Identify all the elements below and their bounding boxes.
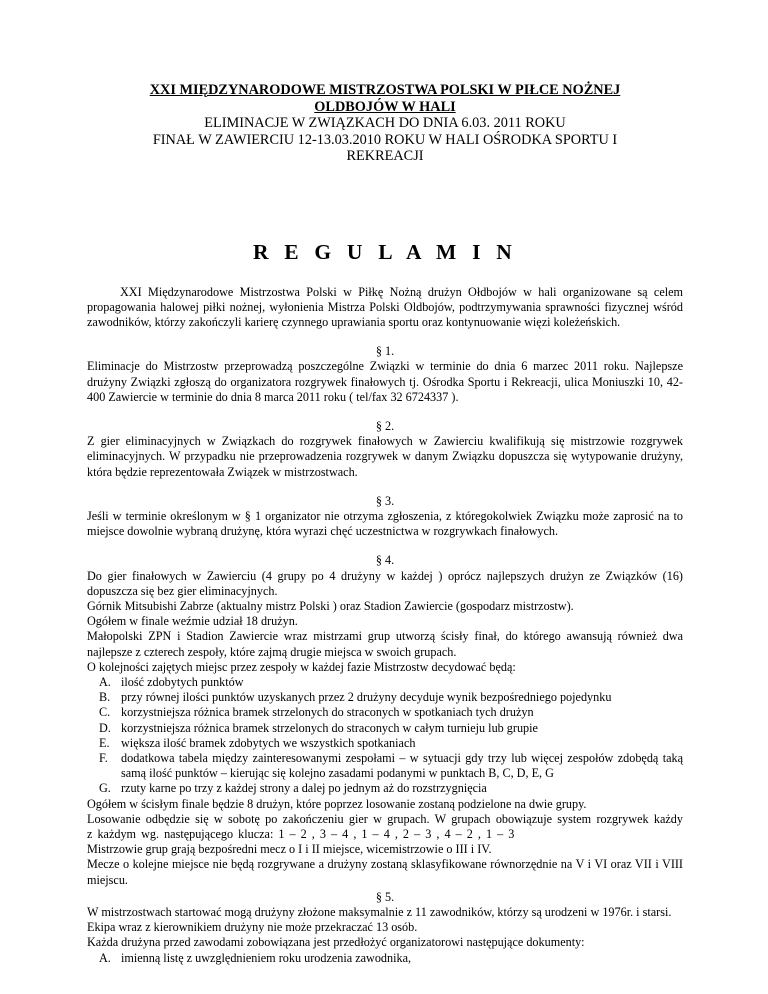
ranking-criteria-list <box>87 675 683 797</box>
championship-title-line-1: XXI MIĘDZYNARODOWE MISTRZOSTWA POLSKI W PIŁCE NOŻNEJ <box>149 82 621 98</box>
eliminations-line: ELIMINACJE W ZWIĄZKACH DO DNIA 6.03. 2011 ROKU <box>204 115 566 131</box>
section-4-paragraph-8: Mistrzowie grup grają bezpośredni mecz o I i II miejsce, wicemistrzowie o III i IV. <box>87 842 492 857</box>
section-3-mark: § 3. <box>375 493 395 508</box>
list-item-letter: B. <box>99 690 111 705</box>
list-item-text: dodatkowa tabela między zainteresowanymi zespołami – w sytuacji gdy trzy lub więcej zespołów zdobędą taką samą ilość punktów – kierując się kolejno zasadami podanymi w punktach B, C, D, E, G <box>121 750 683 781</box>
list-item-text: korzystniejsza różnica bramek strzelonych do straconych w całym turnieju lub grupie <box>121 720 538 735</box>
section-4-paragraph-2: Górnik Mitsubishi Zabrze (aktualny mistrz Polski ) oraz Stadion Zawiercie (gospodarz mistrzostw). <box>87 598 574 613</box>
list-item <box>87 951 683 966</box>
section-4-paragraph-9: Mecze o kolejne miejsce nie będą rozgrywane a drużyny zostaną sklasyfikowane równorzędnie na V i VI oraz VII i VIII miejscu. <box>87 857 683 887</box>
list-item-letter: F. <box>99 750 108 765</box>
list-item-text: imienną listę z uwzględnieniem roku urodzenia zawodnika, <box>121 950 412 965</box>
required-documents-list <box>87 951 683 966</box>
section-1-text: Eliminacje do Mistrzostw przeprowadzą poszczególne Związki w terminie do dnia 6 marzec 2011 roku. Najlepsze drużyny Związki zgłoszą do organizatora rozgrywek finałowych tj. Ośrodka Sportu i Rekreacji, ulica Moniuszki 10, 42-400 Zawiercie w terminie do dnia 8 marca 2011 roku ( tel/fax 32 6724337 ). <box>87 359 683 404</box>
section-4-paragraph-6: Ogółem w ścisłym finale będzie 8 drużyn, które poprzez losowanie zostaną podzielone na dwie grupy. <box>87 796 587 811</box>
section-5-mark: § 5. <box>375 889 395 904</box>
championship-title-line-2: OLDBOJÓW W HALI <box>314 98 456 115</box>
section-4-paragraph-1: Do gier finałowych w Zawierciu (4 grupy po 4 drużyny w każdej ) oprócz najlepszych drużyn ze Związków (16) dopuszcza się bez gier eliminacyjnych. <box>87 568 683 598</box>
list-item-letter: A. <box>99 674 111 689</box>
list-item-letter: G. <box>99 781 111 796</box>
list-item <box>87 690 683 705</box>
intro-paragraph: XXI Międzynarodowe Mistrzostwa Polski w Piłkę Nożną drużyn Ołdbojów w hali organizowane są celem propagowania halowej piłki nożnej, wyłonienia Mistrza Polski Oldbojów, podtrzymywania sprawności fizycznej wśród zawodników, którzy zakończyli karierę czynnego uprawiania sportu oraz kontynuowanie więzi koleżeńskich. <box>87 284 683 329</box>
section-5-paragraph-2: Ekipa wraz z kierownikiem drużyny nie może przekraczać 13 osób. <box>87 920 418 935</box>
list-item-letter: E. <box>99 735 110 750</box>
section-4-paragraph-5: O kolejności zajętych miejsc przez zespoły w każdej fazie Mistrzostw decydować będą: <box>87 659 516 674</box>
list-item-letter: D. <box>99 720 111 735</box>
list-item <box>87 751 683 781</box>
final-venue-line: FINAŁ W ZAWIERCIU 12-13.03.2010 ROKU W HALI OŚRODKA SPORTU I <box>152 131 618 148</box>
list-item <box>87 736 683 751</box>
section-4-mark: § 4. <box>375 553 395 568</box>
list-item-text: korzystniejsza różnica bramek strzelonych do straconych w spotkaniach tych drużyn <box>121 705 534 720</box>
section-5-paragraph-1: W mistrzostwach startować mogą drużyny złożone maksymalnie z 11 zawodników, którzy są urodzeni w 1976r. i starsi. <box>87 905 672 920</box>
regulamin-title: R E G U L A M I N <box>252 239 517 264</box>
list-item-letter: C. <box>99 705 111 720</box>
list-item-text: rzuty karne po trzy z każdej strony a dalej po jednym aż do rozstrzygnięcia <box>121 781 487 796</box>
final-venue-line-continued: REKREACJI <box>346 148 424 164</box>
section-2-mark: § 2. <box>375 418 395 433</box>
list-item <box>87 721 683 736</box>
section-3-text: Jeśli w terminie określonym w § 1 organizator nie otrzyma zgłoszenia, z któregokolwiek Związku może zaprosić na to miejsce dowolnie wybraną drużynę, która wyrazi chęć uczestnictwa w rozgrywkach finałowych. <box>87 508 683 539</box>
document-body <box>87 285 683 966</box>
section-1-mark: § 1. <box>375 344 395 359</box>
section-5-paragraph-3: Każda drużyna przed zawodami zobowiązana jest przedłożyć organizatorowi następujące dokumenty: <box>87 935 585 950</box>
document-header <box>87 82 683 165</box>
list-item <box>87 781 683 796</box>
section-4-paragraph-4: Małopolski ZPN i Stadion Zawiercie wraz mistrzami grup utworzą ścisły finał, do którego awansują również dwa najlepsze z czterech zespoły, które zajmą drugie miejsca w swoich grupach. <box>87 629 683 659</box>
list-item <box>87 675 683 690</box>
section-2-text: Z gier eliminacyjnych w Związkach do rozgrywek finałowych w Zawierciu kwalifikują się mistrzowie rozgrywek eliminacyjnych. W przypadku nie przeprowadzenia rozgrywek w danym Związku dopuszcza się wytypowanie drużyny, która będzie reprezentowała Związek w mistrzostwach. <box>87 434 683 479</box>
section-4-paragraph-3: Ogółem w finale weźmie udział 18 drużyn. <box>87 614 298 629</box>
list-item-text: większa ilość bramek zdobytych we wszystkich spotkaniach <box>121 735 416 750</box>
list-item-letter: A. <box>99 950 111 965</box>
section-4-paragraph-7: Losowanie odbędzie się w sobotę po zakończeniu gier w grupach. W grupach obowiązuje system rozgrywek każdy z każdym wg. następującego klucza: 1 – 2 , 3 – 4 , 1 – 4 , 2 – 3 , 4 – 2 , 1 – 3 <box>87 811 683 841</box>
list-item-text: ilość zdobytych punktów <box>121 674 244 689</box>
list-item <box>87 705 683 720</box>
list-item-text: przy równej ilości punktów uzyskanych przez 2 drużyny decyduje wynik bezpośredniego pojedynku <box>121 690 612 705</box>
